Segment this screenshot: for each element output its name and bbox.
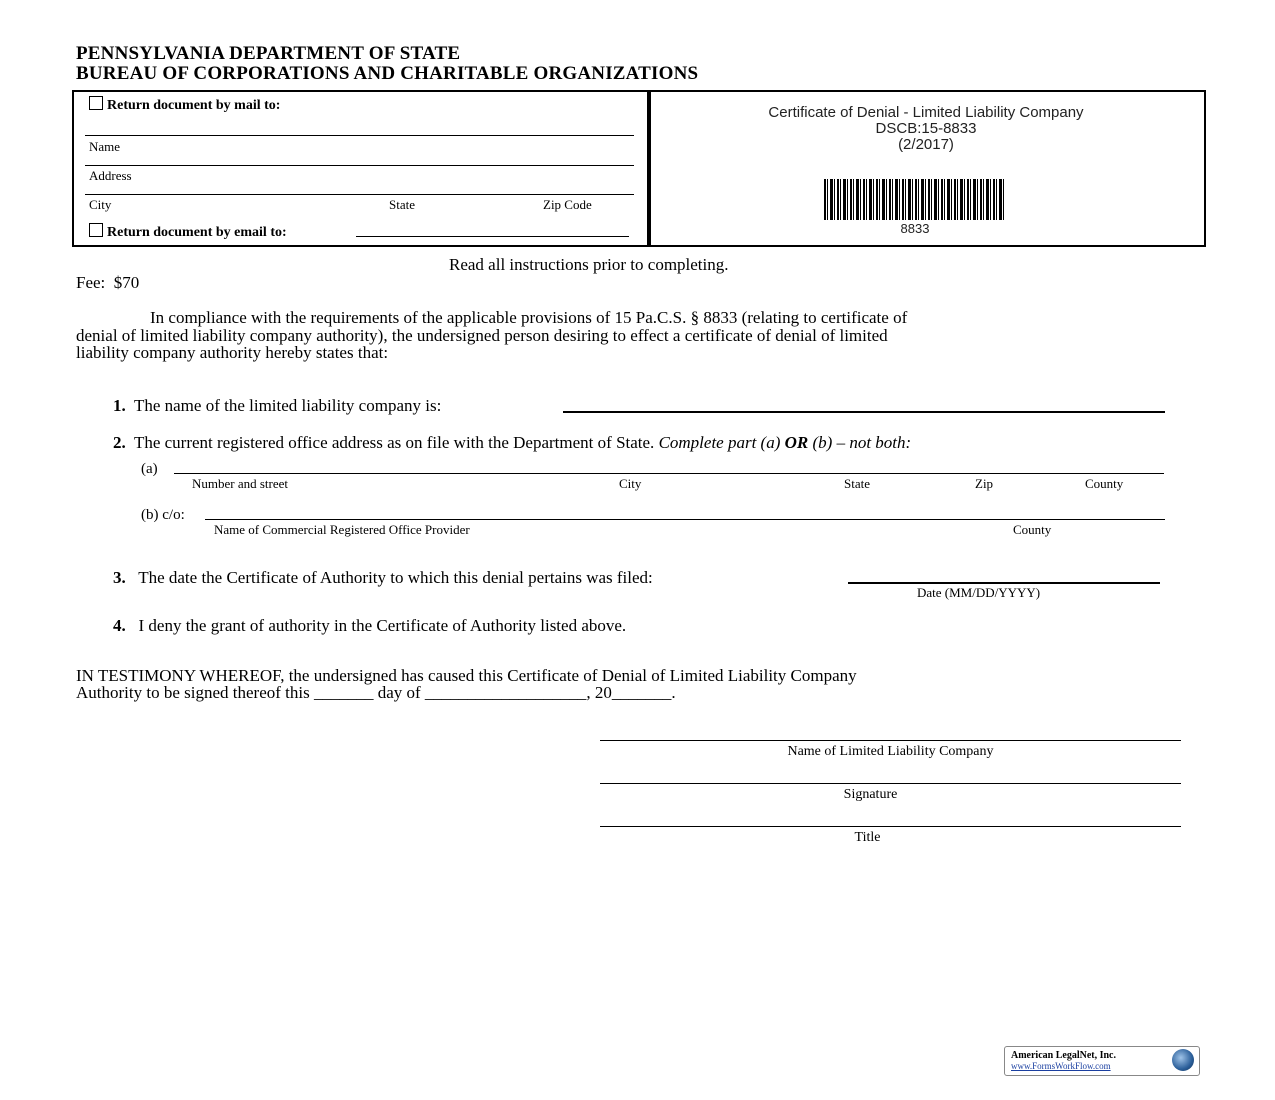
barcode-image: [824, 179, 1006, 220]
mail-label: Return document by mail to:: [107, 98, 281, 113]
email-checkbox[interactable]: [89, 223, 103, 237]
part-a-address-field[interactable]: [174, 473, 1164, 474]
title-label: Title: [854, 830, 881, 845]
item-2-note-post: (b) – not both:: [812, 433, 912, 452]
part-a-county-label: County: [1085, 476, 1124, 491]
intro-line-1: In compliance with the requirements of the applicable provisions of 15 Pa.C.S. § 8833 (relating to certificate of: [150, 308, 908, 327]
form-title: Certificate of Denial - Limited Liability Company: [768, 104, 1084, 121]
item-1-text: The name of the limited liability company is:: [133, 396, 442, 415]
company-signature-line[interactable]: [600, 740, 1181, 741]
company-name-field[interactable]: [563, 411, 1165, 413]
fee: [76, 273, 139, 293]
item-4-text: I deny the grant of authority in the Certificate of Authority listed above.: [138, 616, 627, 635]
state-label: State: [389, 197, 415, 212]
form-revision: (2/2017): [898, 136, 954, 153]
part-a-street-label: Number and street: [192, 476, 289, 491]
name-label: Name: [89, 139, 121, 154]
zip-code-label: Zip Code: [543, 197, 592, 212]
legalnet-company: American LegalNet, Inc.: [1011, 1050, 1116, 1061]
city-state-zip-field[interactable]: [85, 194, 634, 195]
legalnet-logo[interactable]: [1004, 1046, 1200, 1076]
part-a-state-label: State: [844, 476, 870, 491]
part-a-label: (a): [141, 461, 158, 477]
item-2-number: 2.: [113, 433, 126, 452]
part-b-label: (b) c/o:: [141, 507, 185, 523]
email-label: Return document by email to:: [107, 225, 287, 240]
mail-checkbox[interactable]: [89, 96, 103, 110]
name-field[interactable]: [85, 135, 634, 136]
globe-icon: [1172, 1049, 1194, 1071]
part-b-county-label: County: [1013, 522, 1052, 537]
item-3-text: The date the Certificate of Authority to which this denial pertains was filed:: [138, 568, 653, 587]
part-b-provider-label: Name of Commercial Registered Office Provider: [214, 522, 470, 537]
city-label: City: [89, 197, 112, 212]
signature-line[interactable]: [600, 783, 1181, 784]
email-field[interactable]: [356, 236, 629, 237]
intro-line-2: denial of limited liability company authority), the undersigned person desiring to effect a certificate of denial of limited: [76, 326, 888, 345]
address-field[interactable]: [85, 165, 634, 166]
company-name-label: Name of Limited Liability Company: [787, 744, 994, 759]
item-2-note-or: OR: [784, 433, 809, 452]
fee-label: Fee:: [76, 273, 106, 292]
item-4-number: 4.: [113, 616, 126, 635]
bureau-title: BUREAU OF CORPORATIONS AND CHARITABLE ORGANIZATIONS: [76, 63, 699, 84]
item-4: [113, 616, 626, 636]
agency-title: PENNSYLVANIA DEPARTMENT OF STATE: [76, 43, 461, 64]
instructions-note: Read all instructions prior to completing.: [449, 255, 729, 274]
part-a-zip-label: Zip: [975, 476, 994, 491]
filing-date-field[interactable]: [848, 582, 1160, 584]
item-2: [113, 433, 911, 453]
fee-amount: $70: [113, 273, 140, 292]
return-by-mail-option[interactable]: [89, 96, 280, 114]
signature-label: Signature: [843, 787, 898, 802]
part-a-city-label: City: [619, 476, 642, 491]
date-format-label: Date (MM/DD/YYYY): [917, 585, 1041, 600]
return-by-email-option[interactable]: [89, 223, 287, 241]
address-label: Address: [89, 168, 132, 183]
title-line[interactable]: [600, 826, 1181, 827]
item-2-note-pre: Complete part (a): [658, 433, 781, 452]
form-code: DSCB:15-8833: [875, 120, 977, 137]
item-1: [113, 396, 441, 416]
part-b-provider-field[interactable]: [205, 519, 1165, 520]
item-3-number: 3.: [113, 568, 126, 587]
item-2-text: The current registered office address as on file with the Department of State.: [133, 433, 655, 452]
testimony-line-1: IN TESTIMONY WHEREOF, the undersigned has caused this Certificate of Denial of Limited Liability Company: [76, 666, 857, 685]
legalnet-url[interactable]: www.FormsWorkFlow.com: [1011, 1061, 1111, 1071]
item-3: [113, 568, 653, 588]
intro-line-3: liability company authority hereby states that:: [76, 343, 389, 362]
item-1-number: 1.: [113, 396, 126, 415]
testimony-line-2: Authority to be signed thereof this _______ day of ___________________, 20_______.: [76, 683, 676, 702]
barcode-number: 8833: [900, 221, 930, 236]
